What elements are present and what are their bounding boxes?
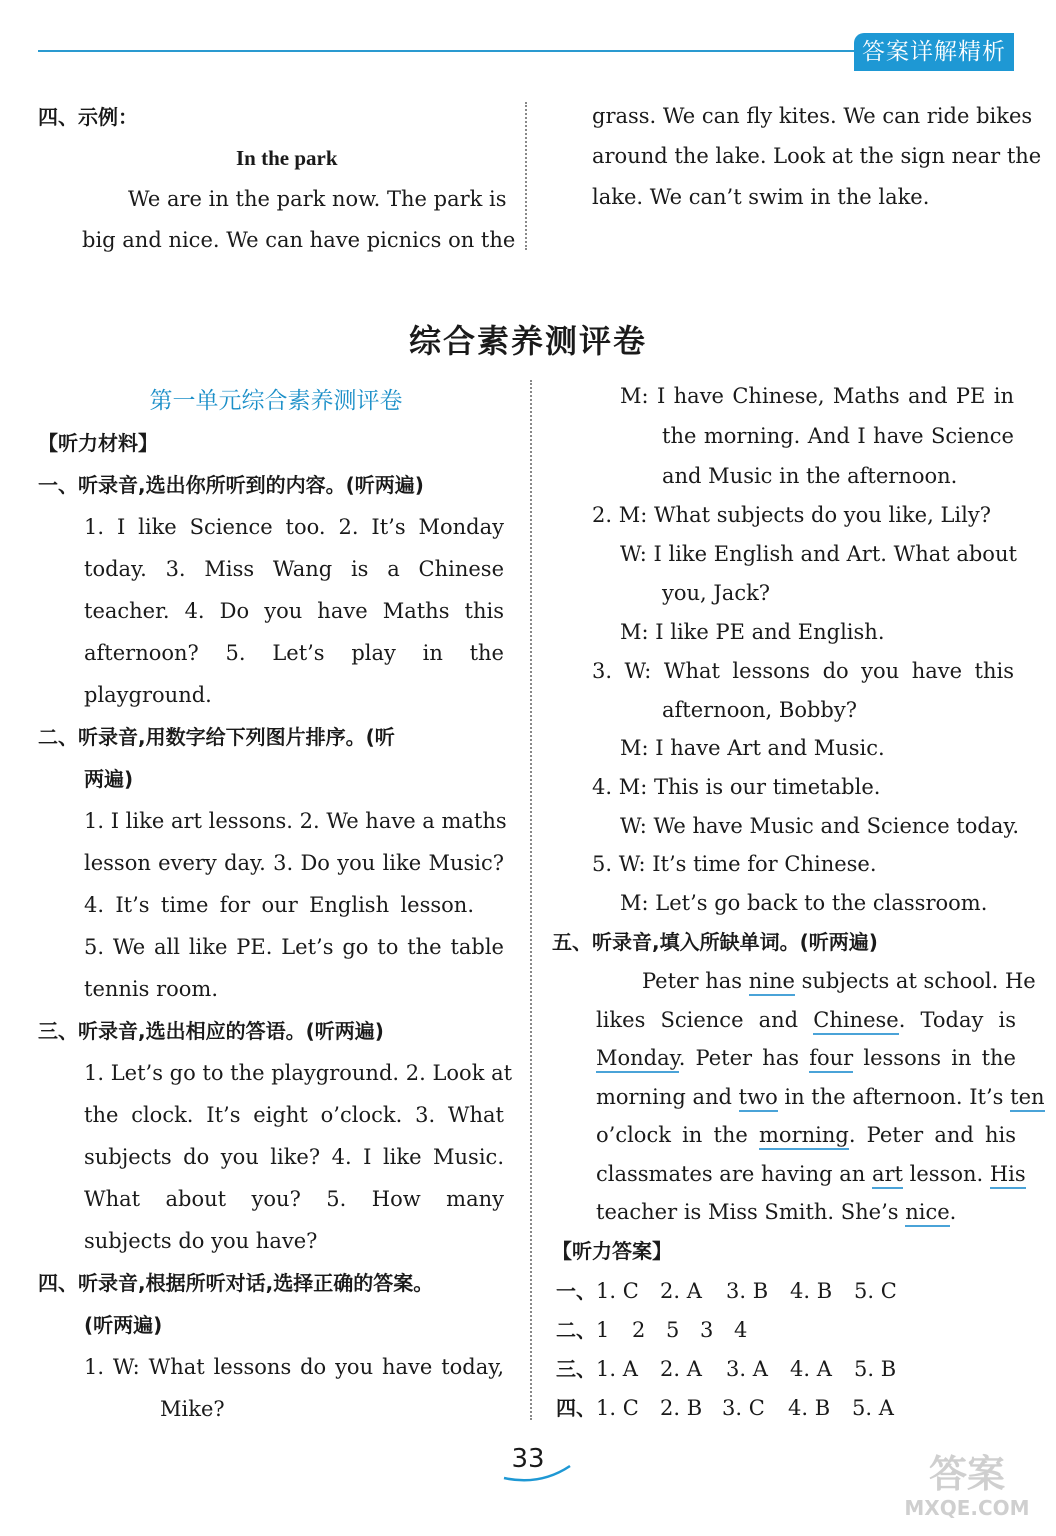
header-rule xyxy=(38,50,858,52)
answer-word: nice xyxy=(905,1200,949,1227)
essay-line: big and nice. We can have picnics on the xyxy=(82,228,516,252)
section-2-heading-cont: 两遍) xyxy=(84,767,134,791)
text-line: tennis room. xyxy=(84,977,218,1001)
page-number: 33 xyxy=(511,1444,545,1474)
answer-item: 5. A xyxy=(852,1396,894,1420)
listening-answers-heading: 【听力答案】 xyxy=(552,1239,672,1263)
text-line: What about you? 5. How many xyxy=(84,1187,504,1211)
dialog-line: 3. W: What lessons do you have this xyxy=(592,659,1014,683)
dialog-line: M: I have Chinese, Maths and PE in xyxy=(620,384,1014,408)
answer-word: four xyxy=(809,1046,853,1073)
cloze-text: Peter has xyxy=(642,969,749,993)
cloze-line xyxy=(596,1005,1016,1035)
essay-title: In the park xyxy=(236,146,338,170)
cloze-text: classmates are having an xyxy=(596,1162,872,1186)
dialog-line: 5. W: It’s time for Chinese. xyxy=(592,852,877,876)
answer-item: 5 xyxy=(666,1318,680,1342)
cloze-line xyxy=(596,1082,1045,1112)
dialog-line: 2. M: What subjects do you like, Lily? xyxy=(592,503,991,527)
answer-item: 3. B xyxy=(726,1279,769,1303)
cloze-text: . xyxy=(949,1200,957,1224)
dialog-line: W: We have Music and Science today. xyxy=(620,814,1020,838)
answer-row xyxy=(556,1315,748,1345)
answer-row xyxy=(556,1393,894,1423)
answer-word: morning xyxy=(759,1123,849,1150)
answer-item: 5. B xyxy=(854,1357,897,1381)
cloze-text: in the afternoon. It’s xyxy=(777,1085,1011,1109)
text-line: lesson every day. 3. Do you like Music? xyxy=(84,851,504,875)
dialog-line: M: I have Art and Music. xyxy=(620,736,885,760)
page-number-swoosh xyxy=(500,1462,580,1484)
answer-item: 1. C xyxy=(596,1396,639,1420)
cloze-text: lesson. xyxy=(902,1162,990,1186)
cloze-line xyxy=(596,1159,1026,1189)
answer-item: 4 xyxy=(734,1318,748,1342)
answer-item: 3. A xyxy=(726,1357,768,1381)
text-line: subjects do you like? 4. I like Music. xyxy=(84,1145,504,1169)
section-5-heading: 五、听录音,填入所缺单词。(听两遍) xyxy=(552,930,878,954)
answer-row-label: 二、 xyxy=(556,1318,596,1342)
top-column-divider xyxy=(525,102,527,250)
answer-word: Chinese xyxy=(813,1008,898,1035)
watermark-logo xyxy=(892,1452,1042,1528)
text-line: playground. xyxy=(84,683,212,707)
text-line: 4. It’s time for our English lesson. xyxy=(84,893,474,917)
cloze-text: teacher is Miss Smith. She’s xyxy=(596,1200,906,1224)
cloze-text: . Today is xyxy=(898,1008,1016,1032)
essay-line: grass. We can fly kites. We can ride bikes xyxy=(592,104,1033,128)
answer-word: ten xyxy=(1010,1085,1044,1112)
answer-item: 2. A xyxy=(660,1357,702,1381)
answer-item: 3 xyxy=(700,1318,714,1342)
text-line: 1. I like art lessons. 2. We have a maths xyxy=(84,809,507,833)
cloze-line xyxy=(596,1043,1016,1073)
cloze-text: o’clock in the xyxy=(596,1123,760,1147)
answer-word: two xyxy=(739,1085,778,1112)
answer-item: 4. B xyxy=(790,1279,833,1303)
answer-item: 4. B xyxy=(788,1396,831,1420)
unit-title: 第一单元综合素养测评卷 xyxy=(149,388,403,414)
cloze-text: . Peter and his xyxy=(848,1123,1016,1147)
dialog-line: W: I like English and Art. What about xyxy=(620,542,1017,566)
dialog-line: 1. W: What lessons do you have today, xyxy=(84,1355,504,1379)
answer-item: 3. C xyxy=(722,1396,765,1420)
text-line: teacher. 4. Do you have Maths this xyxy=(84,599,504,623)
dialog-line: you, Jack? xyxy=(662,581,771,605)
section-4-heading: 四、听录音,根据所听对话,选择正确的答案。 xyxy=(38,1271,434,1295)
essay-line: We are in the park now. The park is xyxy=(128,187,507,211)
main-column-divider xyxy=(530,380,532,1420)
text-line: the clock. It’s eight o’clock. 3. What xyxy=(84,1103,504,1127)
dialog-line: and Music in the afternoon. xyxy=(662,464,958,488)
dialog-line: the morning. And I have Science xyxy=(662,424,1014,448)
header-tab: 答案详解精析 xyxy=(854,33,1014,71)
answer-row-label: 一、 xyxy=(556,1279,596,1303)
cloze-text: subjects at school. He xyxy=(794,969,1036,993)
answer-word: art xyxy=(872,1162,903,1189)
section-1-heading: 一、听录音,选出你所听到的内容。(听两遍) xyxy=(38,473,424,497)
dialog-line: 4. M: This is our timetable. xyxy=(592,775,881,799)
text-line: 5. We all like PE. Let’s go to the table xyxy=(84,935,504,959)
essay-line: lake. We can’t swim in the lake. xyxy=(592,185,930,209)
answer-row xyxy=(556,1276,897,1306)
cloze-line xyxy=(596,1120,1016,1150)
top-section-heading: 四、示例： xyxy=(38,105,138,129)
text-line: today. 3. Miss Wang is a Chinese xyxy=(84,557,504,581)
text-line: 1. I like Science too. 2. It’s Monday xyxy=(84,515,504,539)
text-line: subjects do you have? xyxy=(84,1229,318,1253)
answer-row-label: 四、 xyxy=(556,1396,596,1420)
dialog-line: Mike? xyxy=(160,1397,225,1421)
watermark-text: MXQE.COM xyxy=(904,1496,1030,1520)
cloze-text: likes Science and xyxy=(596,1008,814,1032)
cloze-text: . Peter has xyxy=(678,1046,810,1070)
section-3-heading: 三、听录音,选出相应的答语。(听两遍) xyxy=(38,1019,384,1043)
answer-item: 1 xyxy=(596,1318,610,1342)
listening-material-heading: 【听力材料】 xyxy=(38,431,158,455)
dialog-line: M: I like PE and English. xyxy=(620,620,885,644)
answer-word: nine xyxy=(749,969,795,996)
answer-item: 2. B xyxy=(660,1396,703,1420)
text-line: afternoon? 5. Let’s play in the xyxy=(84,641,504,665)
answer-item: 1. A xyxy=(596,1357,638,1381)
cloze-text: morning and xyxy=(596,1085,739,1109)
cloze-line xyxy=(596,1197,956,1227)
text-line: 1. Let’s go to the playground. 2. Look at xyxy=(84,1061,513,1085)
page-title: 综合素养测评卷 xyxy=(408,322,647,360)
section-4-heading-cont: (听两遍) xyxy=(84,1313,163,1337)
answer-word: His xyxy=(990,1162,1026,1189)
answer-item: 4. A xyxy=(790,1357,832,1381)
answer-item: 2 xyxy=(632,1318,646,1342)
answer-row-label: 三、 xyxy=(556,1357,596,1381)
answer-item: 2. A xyxy=(660,1279,702,1303)
answer-item: 5. C xyxy=(854,1279,897,1303)
answer-item: 1. C xyxy=(596,1279,639,1303)
dialog-line: M: Let’s go back to the classroom. xyxy=(620,891,988,915)
answer-row xyxy=(556,1354,897,1384)
section-2-heading: 二、听录音,用数字给下列图片排序。(听 xyxy=(38,725,395,749)
cloze-line xyxy=(642,966,1036,996)
essay-line: around the lake. Look at the sign near the xyxy=(592,144,1042,168)
cloze-text: lessons in the xyxy=(853,1046,1016,1070)
answer-word: Monday xyxy=(596,1046,679,1073)
dialog-line: afternoon, Bobby? xyxy=(662,698,857,722)
watermark-text: 答案 xyxy=(928,1452,1005,1496)
